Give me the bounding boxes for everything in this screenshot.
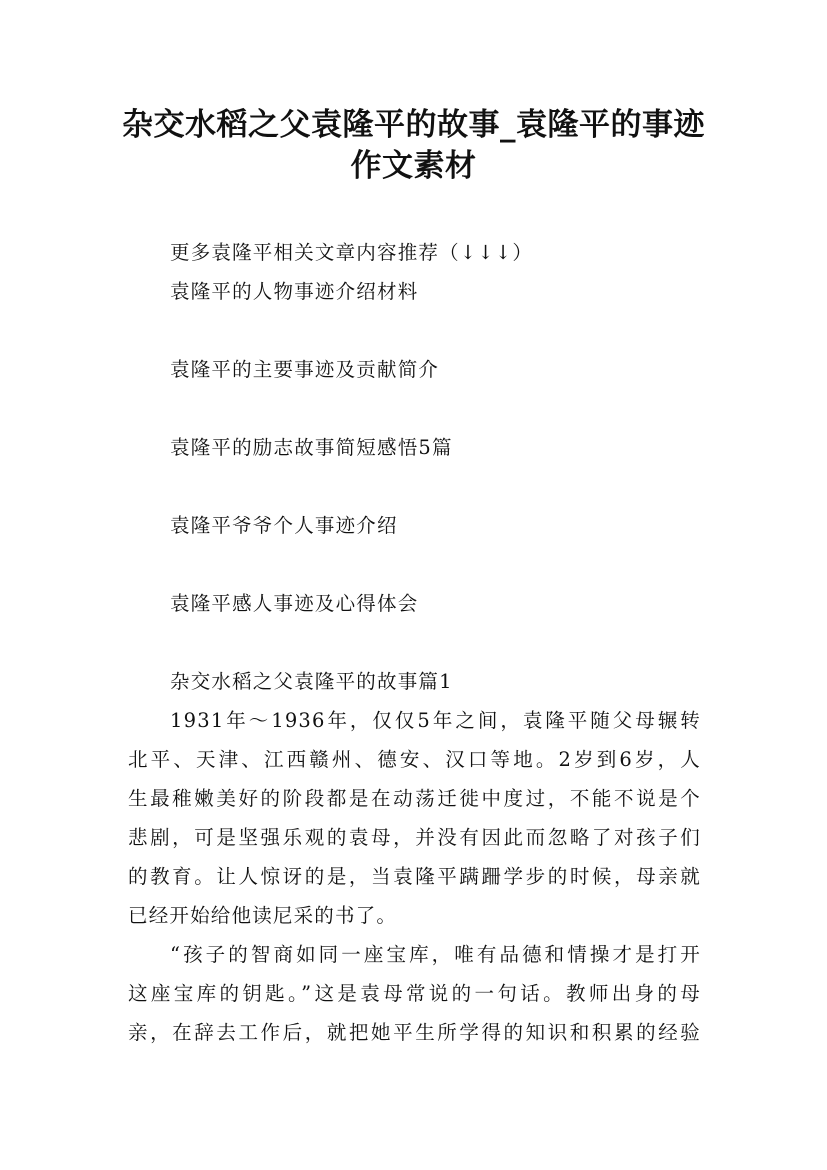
paragraph-line: 生最稚嫩美好的阶段都是在动荡迁徙中度过，不能不说是个 bbox=[128, 787, 701, 810]
related-article-link[interactable]: 袁隆平感人事迹及心得体会 bbox=[170, 592, 419, 615]
paragraph-line: “孩子的智商如同一座宝库，唯有品德和情操才是打开 bbox=[170, 943, 701, 966]
document-title-line-2: 作文素材 bbox=[350, 148, 477, 184]
related-article-link[interactable]: 袁隆平的人物事迹介绍材料 bbox=[170, 280, 419, 303]
paragraph-line: 北平、天津、江西赣州、德安、汉口等地。2岁到6岁，人 bbox=[128, 748, 701, 771]
related-article-link[interactable]: 袁隆平的励志故事简短感悟5篇 bbox=[170, 436, 453, 459]
related-article-link[interactable]: 袁隆平的主要事迹及贡献简介 bbox=[170, 358, 440, 381]
paragraph-line: 悲剧，可是坚强乐观的袁母，并没有因此而忽略了对孩子们 bbox=[128, 826, 701, 849]
paragraph-line: 这座宝库的钥匙。”这是袁母常说的一句话。教师出身的母 bbox=[128, 982, 701, 1005]
document-title-line-1: 杂交水稻之父袁隆平的故事_袁隆平的事迹 bbox=[122, 107, 705, 143]
paragraph-line: 亲，在辞去工作后，就把她平生所学得的知识和积累的经验 bbox=[128, 1021, 701, 1044]
paragraph-line: 已经开始给他读尼采的书了。 bbox=[128, 904, 398, 927]
paragraph-line: 1931年～1936年，仅仅5年之间，袁隆平随父母辗转 bbox=[170, 709, 701, 732]
paragraph-line: 的教育。让人惊讶的是，当袁隆平蹒跚学步的时候，母亲就 bbox=[128, 865, 701, 888]
related-article-link[interactable]: 袁隆平爷爷个人事迹介绍 bbox=[170, 514, 398, 537]
recommend-header: 更多袁隆平相关文章内容推荐（↓↓↓） bbox=[170, 241, 534, 264]
section-heading: 杂交水稻之父袁隆平的故事篇1 bbox=[170, 670, 453, 693]
